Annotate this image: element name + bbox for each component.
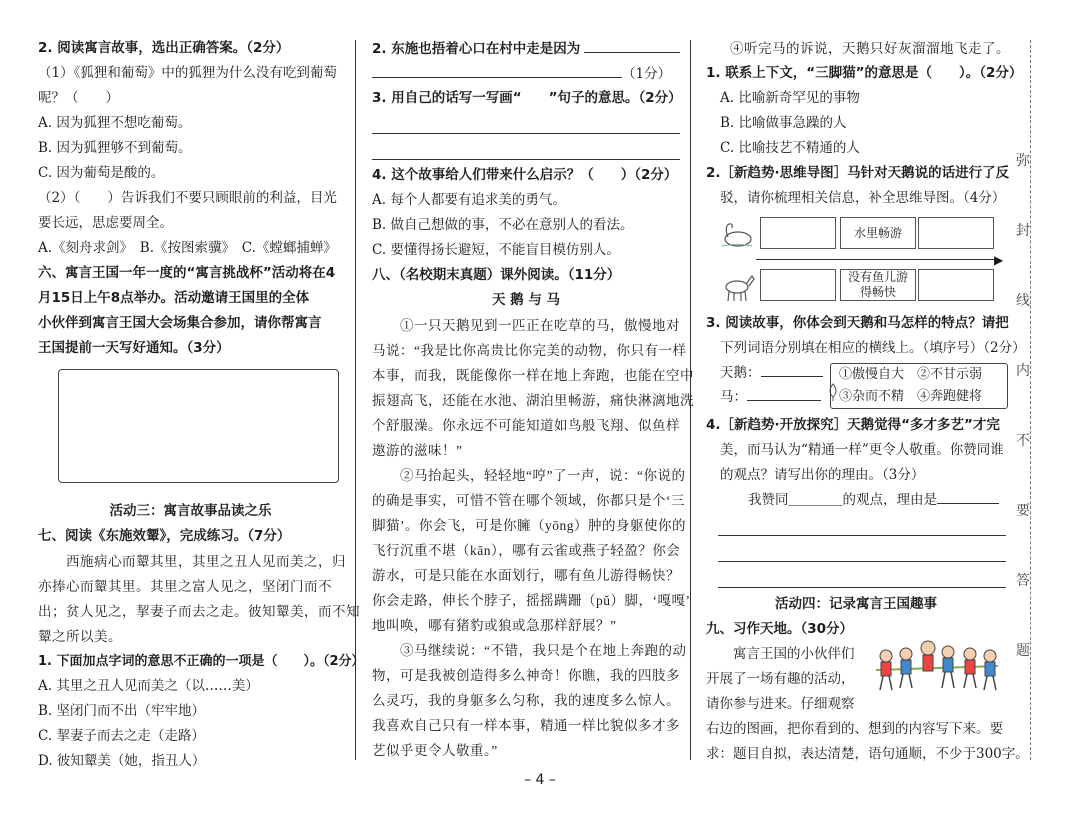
section-7-title: 七、阅读《东施效颦》，完成练习。（7分） xyxy=(38,528,291,544)
question-2-2: （2）（ ）告诉我们不要只顾眼前的利益，目光 xyxy=(38,190,337,206)
story-line: 的确是事实，可惜不管在哪个领域，你都只是个‘三 xyxy=(372,493,685,508)
score: （1分） xyxy=(622,66,672,82)
option-a: A. 其里之丑人见而美之（以……美） xyxy=(38,678,259,694)
side-char: 不 xyxy=(1016,433,1030,449)
passage-line: 出；贫人见之，挈妻子而去之走。彼知颦美，而不知 xyxy=(38,604,360,619)
answer-line[interactable] xyxy=(372,111,680,134)
question-9-4: 4.［新趋势·开放探究］天鹅觉得“多才多艺”才完 xyxy=(706,417,1000,433)
question-8-2-line2 xyxy=(372,61,680,86)
agree-line xyxy=(706,488,1006,513)
question-9-4-cont: 美，而马认为“精通一样”更令人敬重。你赞同谁 xyxy=(720,442,1004,458)
answer-line[interactable] xyxy=(372,137,680,160)
section-6-line2: 月15日上午8点举办。活动邀请王国里的全体 xyxy=(38,290,310,306)
option-c: C. 要懂得扬长避短，不能盲目模仿别人。 xyxy=(372,242,620,258)
option-c: C. 比喻技艺不精通的人 xyxy=(720,140,860,156)
column-right xyxy=(706,36,1029,767)
side-char: 内 xyxy=(1016,363,1030,379)
question-9-2-cont: 驳，请你梳理相关信息，补全思维导图。（4分） xyxy=(720,190,1006,206)
story-title: 天 鹅 与 马 xyxy=(491,292,561,308)
option-d: D. 彼知颦美（她，指丑人） xyxy=(38,753,206,769)
swan-label: 天鹅： xyxy=(720,365,761,381)
answer-line[interactable] xyxy=(761,362,823,377)
question-8-4: 4. 这个故事给人们带来什么启示？（ ）（2分） xyxy=(372,167,678,183)
essay-line: 求：题目自拟，表达清楚，语句通顺，不少于300字。 xyxy=(706,746,1029,762)
notice-answer-box[interactable] xyxy=(58,369,339,483)
question-8-3: 3. 用自己的话写一写画“ ”句子的意思。（2分） xyxy=(372,90,682,106)
section-6-title: 六、寓言王国一年一度的“寓言挑战杯”活动将在4 xyxy=(38,265,336,281)
option-b: B. 做自己想做的事，不必在意别人的看法。 xyxy=(372,217,634,233)
question-2-1-cont: 呢？（ ） xyxy=(38,90,119,106)
horse-label: 马： xyxy=(720,389,747,405)
word-options-line1: ①傲慢自大 ②不甘示弱 xyxy=(839,367,983,382)
word-options-box xyxy=(830,363,1008,409)
story-line: 飞行沉重不堪（kān），哪有云雀或燕子轻盈？你会 xyxy=(372,543,681,558)
story-line: 地叫唤，哪有猪豹或狼或急那样舒展？” xyxy=(372,618,617,633)
option-c: C. 因为葡萄是酸的。 xyxy=(38,165,165,181)
tug-of-war-picture-icon xyxy=(872,636,1002,700)
answer-line[interactable] xyxy=(718,539,1006,562)
essay-line: 请你参与进来。仔细观察 xyxy=(706,696,855,712)
mind-map-swim: 水里畅游 xyxy=(840,217,916,249)
passage-line: 颦之所以美。 xyxy=(38,629,122,644)
essay-line: 寓言王国的小伙伴们 xyxy=(706,646,855,662)
mind-map-arrow xyxy=(756,259,1000,260)
story-line: 遨游的滋味！” xyxy=(372,443,463,458)
column-left xyxy=(38,36,365,774)
story-line: 本事，而我，既能像你一样在地上奔跑，也能在空中 xyxy=(372,368,694,383)
option-b: B. 比喻做事急躁的人 xyxy=(720,115,847,131)
essay-line: 右边的图画，把你看到的、想到的内容写下来。要 xyxy=(706,721,1003,737)
story-line: ④听完马的诉说，天鹅只好灰溜溜地飞走了。 xyxy=(730,41,1010,56)
story-line: 振翅高飞，还能在水池、湖泊里畅游，痛快淋漓地洗 xyxy=(372,393,694,408)
side-char: 要 xyxy=(1016,503,1030,519)
activity-4-heading: 活动四：记录寓言王国趣事 xyxy=(775,596,937,612)
option-b: B. 坚闭门而不出（牢牢地） xyxy=(38,703,206,719)
story-line: ①一只天鹅见到一匹正在吃草的马，傲慢地对 xyxy=(372,318,680,333)
binding-line xyxy=(1030,40,1031,760)
story-line: ②马抬起头，轻轻地“哼”了一声，说：“你说的 xyxy=(372,468,686,483)
side-char: 线 xyxy=(1016,293,1030,309)
mind-map-fish-line1: 没有鱼儿游 xyxy=(847,270,908,284)
question-9-1: 1. 联系上下文，“三脚猫”的意思是（ ）。（2分） xyxy=(706,65,1023,81)
story-line: 物，可是我被创造得多么神奇！你瞧，我的四肢多 xyxy=(372,668,680,683)
mind-map-blank[interactable] xyxy=(918,269,994,301)
section-6-line3: 小伙伴到寓言王国大会场集合参加，请你帮寓言 xyxy=(38,315,322,331)
mind-map xyxy=(706,217,1006,307)
mind-map-fish-line2: 得畅快 xyxy=(859,285,896,299)
question-2-title: 2. 阅读寓言故事，选出正确答案。（2分） xyxy=(38,40,290,56)
question-2-2-cont: 要长远，思虑要周全。 xyxy=(38,215,173,231)
answer-line[interactable] xyxy=(747,386,821,401)
section-9-title: 九、习作天地。（30分） xyxy=(706,621,854,637)
section-8-title: 八、（名校期末真题）课外阅读。（11分） xyxy=(372,267,621,283)
question-9-4-cont: 的观点？请写出你的理由。（3分） xyxy=(720,467,925,483)
story-line: 马说：“我是比你高贵比你完美的动物，你只有一样 xyxy=(372,343,687,358)
side-char: 答 xyxy=(1016,573,1030,589)
essay-area xyxy=(706,642,1029,767)
page-number: – 4 – xyxy=(524,772,556,788)
binding-margin-text xyxy=(1016,150,1030,710)
passage-line: 西施病心而颦其里，其里之丑人见而美之，归 xyxy=(38,554,346,569)
horse-answer-row xyxy=(720,385,821,410)
option-a: A. 比喻新奇罕见的事物 xyxy=(720,90,860,106)
story-line: ③马继续说：“不错，我只是个在地上奔跑的动 xyxy=(372,643,687,658)
agree-text: 我赞同＿＿＿＿的观点，理由是 xyxy=(748,492,937,508)
story-line: 你会走路，伸长个脖子，摇摇蹒跚（pǔ）脚，‘嘎嘎’ xyxy=(372,593,691,608)
answer-line[interactable] xyxy=(718,513,1006,536)
arrow-head-icon: ▶ xyxy=(994,253,1004,267)
answer-line[interactable] xyxy=(372,61,622,78)
option-c: C. 挈妻子而去之走（走路） xyxy=(38,728,205,744)
mind-map-blank[interactable] xyxy=(760,269,836,301)
story-line: 脚猫’。你会飞，可是你臃（yōng）肿的身躯使你的 xyxy=(372,518,686,533)
question-8-2 xyxy=(372,36,680,61)
question-9-3: 3. 阅读故事，你体会到天鹅和马怎样的特点？请把 xyxy=(706,315,1009,331)
word-options-line2: ③杂而不精 ④奔跑健将 xyxy=(839,389,983,404)
mind-map-fish xyxy=(840,269,916,301)
option-a: A. 因为狐狸不想吃葡萄。 xyxy=(38,115,192,131)
side-char: 题 xyxy=(1016,643,1030,659)
side-char: 封 xyxy=(1016,223,1030,239)
answer-line[interactable] xyxy=(937,489,999,504)
essay-line: 开展了一场有趣的活动， xyxy=(706,671,855,687)
answer-line[interactable] xyxy=(718,565,1006,588)
swan-answer-row xyxy=(720,361,823,386)
story-line: 艺似乎更令人敬重。” xyxy=(372,743,498,758)
story-line: 我喜欢自己只有一样本事，精通一样比貌似多才多 xyxy=(372,718,680,733)
option-b: B. 因为狐狸够不到葡萄。 xyxy=(38,140,192,156)
section-6-line4: 王国提前一天写好通知。（3分） xyxy=(38,340,230,356)
passage-line: 亦捧心而颦其里。其里之富人见之，坚闭门而不 xyxy=(38,579,332,594)
question-9-2: 2.［新趋势·思维导图］马针对天鹅说的话进行了反 xyxy=(706,165,1010,181)
answer-line[interactable] xyxy=(584,36,680,53)
story-line: 么灵巧，我的身躯多么匀称，我的速度多么惊人。 xyxy=(372,693,680,708)
word-fill-area xyxy=(706,361,1006,413)
mind-map-blank[interactable] xyxy=(918,217,994,249)
column-divider-1 xyxy=(355,40,356,760)
swan-icon xyxy=(720,221,754,253)
mind-map-blank[interactable] xyxy=(760,217,836,249)
question-9-3-cont: 下列词语分别填在相应的横线上。（填序号）（2分） xyxy=(720,340,1026,356)
question-8-2-text: 2. 东施也捂着心口在村中走是因为 xyxy=(372,41,581,57)
activity-3-heading: 活动三：寓言故事品读之乐 xyxy=(109,503,272,519)
horse-icon xyxy=(720,271,756,307)
story-line: 游水，可是只能在水面划行，哪有鱼儿游得畅快？ xyxy=(372,568,680,583)
question-2-1: （1）《狐狸和葡萄》中的狐狸为什么没有吃到葡萄 xyxy=(38,65,337,81)
option-a: A. 每个人都要有追求美的勇气。 xyxy=(372,192,566,208)
question-2-2-options: A.《刻舟求剑》 B.《按图索骥》 C.《螳螂捕蝉》 xyxy=(38,240,337,256)
question-7-1: 1. 下面加点字词的意思不正确的一项是（ ）。（2分） xyxy=(38,654,365,669)
side-char: 弥 xyxy=(1016,153,1030,169)
column-middle xyxy=(372,36,694,763)
story-line: 个舒服澡。你永远不可能知道如鸟般飞翔、似鱼样 xyxy=(372,418,680,433)
